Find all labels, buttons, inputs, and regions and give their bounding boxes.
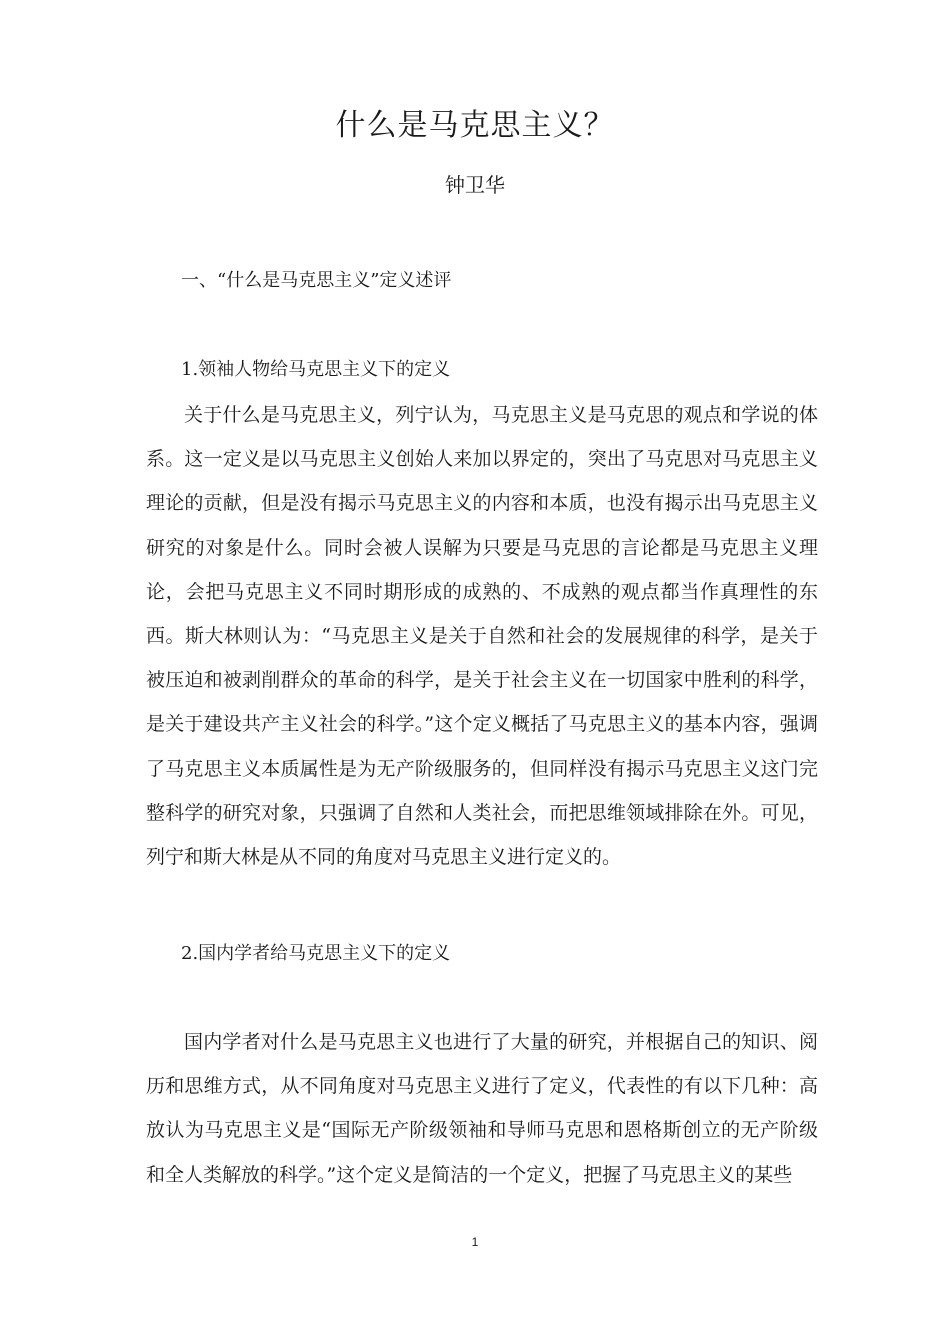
- paragraph-leaders-definition: 关于什么是马克思主义，列宁认为，马克思主义是马克思的观点和学说的体系。这一定义是以马克思主义创始人来加以界定的，突出了马克思对马克思主义理论的贡献，但是没有揭示马克思主义的内容和本质，也没有揭示出马克思主义研究的对象是什么。同时会被人误解为只要是马克思的言论都是马克思主义理论，会把马克思主义不同时期形成的成熟的、不成熟的观点都当作真理性的东西。斯大林则认为：“马克思主义是关于自然和社会的发展规律的科学，是关于被压迫和被剥削群众的革命的科学，是关于社会主义在一切国家中胜利的科学，是关于建设共产主义社会的科学。”这个定义概括了马克思主义的基本内容，强调了马克思主义本质属性是为无产阶级服务的，但同样没有揭示马克思主义这门完整科学的研究对象，只强调了自然和人类社会，而把思维领域排除在外。可见，列宁和斯大林是从不同的角度对马克思主义进行定义的。: [146, 404, 818, 869]
- page-number: 1: [471, 1235, 479, 1249]
- subsection-heading-scholars: 2.国内学者给马克思主义下的定义: [181, 943, 451, 964]
- section-heading: 一、“什么是马克思主义”定义述评: [181, 270, 452, 291]
- paragraph-scholars-definition: 国内学者对什么是马克思主义也进行了大量的研究，并根据自己的知识、阅历和思维方式，从不同角度对马克思主义进行了定义，代表性的有以下几种：高放认为马克思主义是“国际无产阶级领袖和导师马克思和恩格斯创立的无产阶级和全人类解放的科学。”这个定义是简洁的一个定义，把握了马克思主义的某些: [146, 1031, 818, 1186]
- author-name: 钟卫华: [445, 173, 505, 197]
- subsection-heading-leaders: 1.领袖人物给马克思主义下的定义: [181, 359, 451, 380]
- document-title: 什么是马克思主义？: [335, 108, 615, 143]
